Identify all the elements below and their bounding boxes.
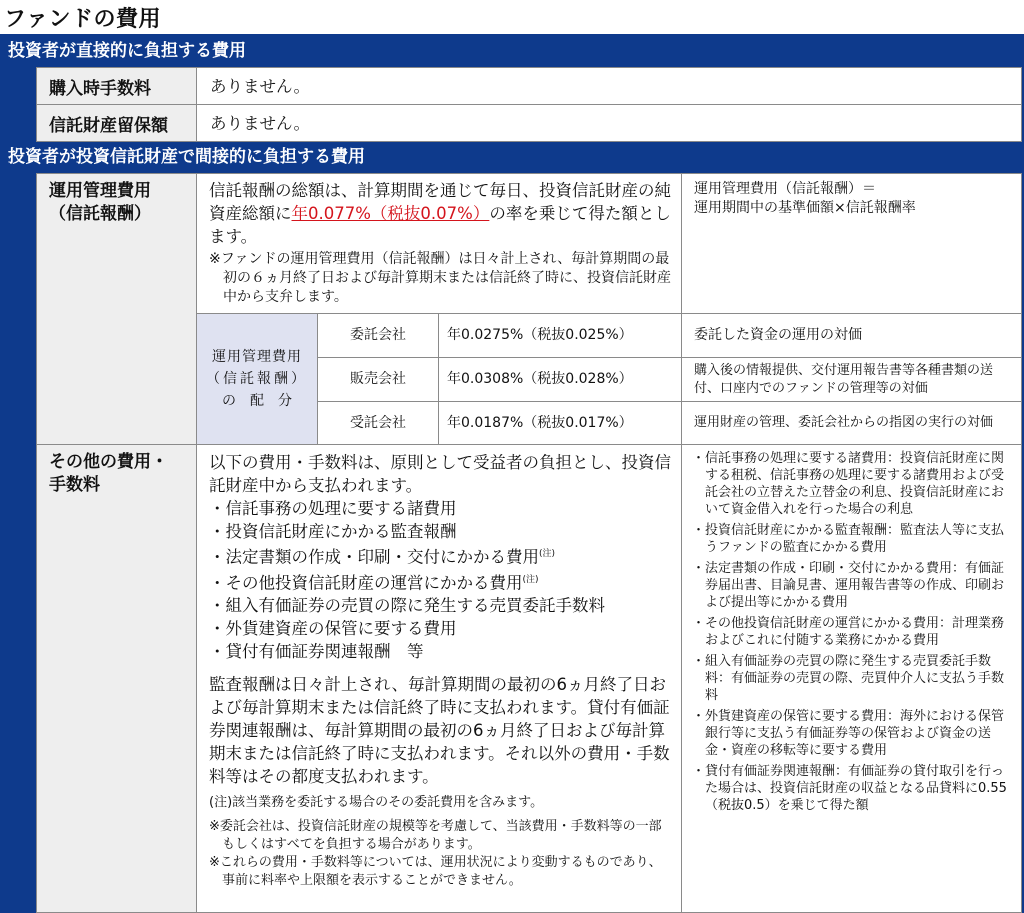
other-fees-label-cell: [36, 444, 197, 913]
list-item: [209, 520, 673, 543]
list-item: ・信託事務の処理に要する諸費用：投資信託財産に関する租税、信託事務の処理に要する諸費用および受託会社の立替えた立替金の利息、投資信託財産において資金借入れを行った場合の利息: [692, 451, 1005, 517]
page-title: ファンドの費用: [4, 7, 162, 32]
alloc-rate-trustee-value: 年0.0187%（税抜0.017%）: [447, 414, 633, 431]
alloc-rate-trustee: [438, 401, 682, 445]
alloc-desc-distributor: [681, 357, 1022, 402]
alloc-label-line2: （信託報酬）: [206, 371, 308, 387]
other-fees-detail-list: [692, 450, 1013, 814]
list-item: [209, 617, 673, 640]
mgmt-fee-label-line2: （信託報酬）: [49, 204, 151, 224]
row-label-retention: [36, 104, 197, 142]
list-item-text: ・信託事務の処理に要する諸費用: [209, 499, 457, 518]
list-item-text: ・外貨建資産の保管に要する費用: [209, 619, 457, 638]
mgmt-fee-note: ※ファンドの運用管理費用（信託報酬）は日々計上され、毎計算期間の最初の６ヵ月終了日および毎計算期末または信託終了時に、投資信託財産中から支弁します。: [209, 251, 671, 305]
mgmt-fee-desc-cell: [196, 173, 682, 314]
list-item-text: ・組入有価証券の売買の際に発生する売買委託手数料: [209, 596, 605, 615]
other-fees-paragraph: 監査報酬は日々計上され、毎計算期間の最初の6ヵ月終了日および毎計算期末または信託終了時に支払われます。貸付有価証券関連報酬は、毎計算期間の最初の6ヵ月終了日および毎計算期末または信託終了時に支払われます。それ以外の費用・手数料等はその都度支払われます。: [209, 675, 670, 786]
other-fees-label-line2: 手数料: [49, 475, 100, 495]
list-item: ・その他投資信託財産の運営にかかる費用：計理業務およびこれに付随する業務にかかる費用: [692, 616, 1005, 648]
alloc-desc-trustee: [681, 401, 1022, 445]
list-item: ・組入有価証券の売買の際に発生する売買委託手数料：有価証券の売買の際、売買仲介人に支払う手数料: [692, 654, 1005, 703]
alloc-desc-trustor: [681, 313, 1022, 358]
alloc-desc-trustor-text: 委託した資金の運用の対価: [694, 327, 862, 343]
alloc-party-trustor: [317, 313, 439, 358]
list-item-text: ・貸付有価証券関連報酬 等: [209, 642, 424, 661]
alloc-label-line1: 運用管理費用: [212, 349, 302, 365]
alloc-party-trustor-label: 委託会社: [350, 327, 406, 343]
mgmt-fee-description: [209, 179, 671, 248]
alloc-rate-distributor: [438, 357, 682, 402]
list-item: [209, 640, 673, 663]
other-fees-note-1: ※委託会社は、投資信託財産の規模等を考慮して、当該費用・手数料等の一部もしくはすべてを負担する場合があります。: [209, 819, 662, 852]
list-item: ・貸付有価証券関連報酬：有価証券の貸付取引を行った場合は、投資信託財産の収益となる品貸料に0.55（税抜0.5）を乗じて得た額: [692, 764, 1007, 813]
formula-line1: 運用管理費用（信託報酬）＝: [694, 181, 876, 197]
alloc-party-trustee-label: 受託会社: [350, 414, 406, 431]
row-label-purchase-fee: [36, 67, 197, 105]
purchase-fee-label: 購入時手数料: [49, 78, 151, 99]
row-value-purchase-fee: [196, 67, 1022, 105]
retention-label: 信託財産留保額: [49, 115, 168, 136]
section-header-indirect: 投資者が投資信託財産で間接的に負担する費用: [0, 142, 1024, 172]
alloc-label-line3: の 配 分: [222, 393, 292, 409]
list-item: [209, 594, 673, 617]
alloc-party-trustee: [317, 401, 439, 445]
retention-value: ありません。: [210, 113, 310, 133]
list-item-note: (注): [522, 574, 539, 585]
alloc-party-distributor-label: 販売会社: [350, 371, 406, 387]
mgmt-fee-rate: 年0.077%（税抜0.07%）: [291, 204, 490, 223]
mgmt-fee-desc-pre: 信託報酬の総額は、計算期間を通じて毎日、投資信託財産の純資産総額に: [209, 181, 671, 223]
mgmt-fee-label-line1: 運用管理費用: [49, 181, 151, 201]
list-item-note: (注): [539, 549, 556, 559]
alloc-party-distributor: [317, 357, 439, 402]
mgmt-fee-desc-post: の率を乗じて得た額とします。: [209, 204, 671, 246]
mgmt-fee-formula-cell: [681, 173, 1022, 314]
purchase-fee-value: ありません。: [210, 76, 310, 96]
other-fees-desc-cell: [196, 444, 682, 913]
section-header-direct: 投資者が直接的に負担する費用: [0, 36, 1024, 66]
alloc-rate-distributor-value: 年0.0308%（税抜0.028%）: [447, 371, 633, 387]
list-item: ・法定書類の作成・印刷・交付にかかる費用：有価証券届出書、目論見書、運用報告書等の作成、印刷および提出等にかかる費用: [692, 561, 1005, 610]
other-fees-detail-cell: [681, 444, 1022, 913]
list-item: [209, 497, 673, 520]
formula-line2: 運用期間中の基準価額×信託報酬率: [694, 200, 916, 216]
alloc-desc-distributor-text: 購入後の情報提供、交付運用報告書等各種書類の送付、口座内でのファンドの管理等の対価: [694, 362, 994, 396]
other-fees-note-2: ※これらの費用・手数料等については、運用状況により変動するものであり、事前に料率や上限額を表示することができません。: [209, 855, 662, 888]
other-fees-footnote: (注)該当業務を委託する場合のその委託費用を含みます。: [209, 795, 544, 810]
list-item: [209, 569, 673, 595]
row-value-retention: [196, 104, 1022, 142]
other-fees-list: [209, 497, 673, 663]
alloc-rate-trustor: [438, 313, 682, 358]
mgmt-fee-label-cell: [36, 173, 197, 445]
alloc-label-cell: [196, 313, 318, 445]
alloc-rate-trustor-value: 年0.0275%（税抜0.025%）: [447, 327, 633, 343]
list-item: [209, 543, 673, 569]
other-fees-intro: 以下の費用・手数料は、原則として受益者の負担とし、投資信託財産中から支払われます。: [209, 453, 671, 495]
other-fees-label-line1: その他の費用・: [49, 452, 168, 472]
list-item: ・投資信託財産にかかる監査報酬：監査法人等に支払うファンドの監査にかかる費用: [692, 523, 1005, 555]
alloc-desc-trustee-text: 運用財産の管理、委託会社からの指図の実行の対価: [694, 415, 994, 430]
list-item-text: ・法定書類の作成・印刷・交付にかかる費用: [209, 547, 539, 567]
list-item-text: ・投資信託財産にかかる監査報酬: [209, 522, 457, 541]
list-item-text: ・その他投資信託財産の運営にかかる費用: [209, 573, 523, 592]
list-item: ・外貨建資産の保管に要する費用：海外における保管銀行等に支払う有価証券等の保管および資金の送金・資産の移転等に要する費用: [692, 709, 1005, 758]
